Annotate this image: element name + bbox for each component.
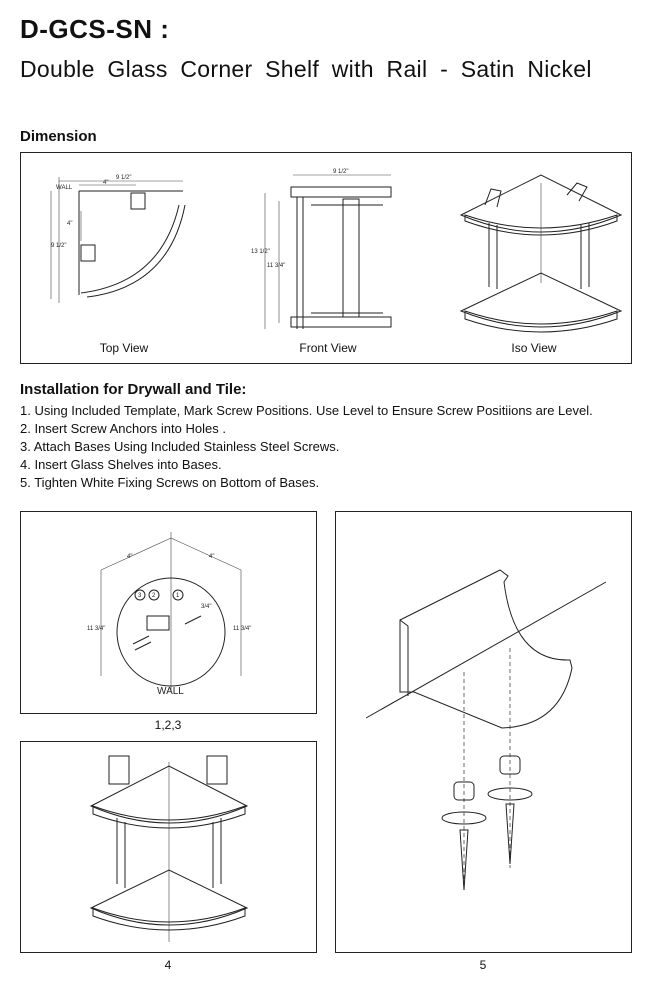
- figure-4-drawing: [21, 742, 318, 954]
- step-3: 3. Attach Bases Using Included Stainless Steel Screws.: [20, 439, 340, 454]
- dimension-panel: [20, 152, 632, 364]
- figure-step-5: [335, 511, 632, 953]
- front-view-drawing: [251, 169, 391, 329]
- front-view-label: Front View: [299, 341, 357, 355]
- right-offset-label: 4": [209, 554, 215, 560]
- figure-5-drawing: [336, 512, 633, 954]
- step-1: 1. Using Included Template, Mark Screw Positions. Use Level to Ensure Screw Positiions are Level.: [20, 403, 593, 418]
- model-code: D-GCS-SN :: [20, 14, 170, 44]
- top-width-label: 9 1/2": [116, 175, 132, 181]
- left-offset-label: 4": [127, 554, 133, 560]
- top-view-label: Top View: [99, 341, 149, 355]
- front-overall-height-label: 13 1/2": [251, 249, 270, 255]
- dimension-heading: Dimension: [20, 128, 97, 145]
- step-4: 4. Insert Glass Shelves into Bases.: [20, 457, 222, 472]
- figure-5-caption: 5: [479, 958, 487, 972]
- iso-view-label: Iso View: [511, 341, 557, 355]
- iso-view-drawing: [461, 175, 621, 332]
- figure-4-caption: 4: [164, 958, 172, 972]
- dimension-drawings: [21, 153, 633, 365]
- hole-size-label: 3/4": [201, 604, 212, 610]
- callout-2: 2: [152, 593, 156, 599]
- step-5: 5. Tighten White Fixing Screws on Bottom of Bases.: [20, 475, 320, 490]
- figure-1-3-drawing: [21, 512, 318, 715]
- callout-3: 3: [138, 593, 142, 599]
- figure-1-3-caption: 1,2,3: [154, 718, 182, 732]
- top-depth-label: 4": [67, 221, 73, 227]
- top-side-label: 9 1/2": [51, 243, 67, 249]
- top-base-label: 4": [103, 180, 109, 186]
- right-height-label: 11 3/4": [233, 626, 252, 632]
- figure-step-4: [20, 741, 317, 953]
- installation-heading: Installation for Drywall and Tile:: [20, 381, 247, 398]
- wall-label: WALL: [157, 686, 184, 697]
- step-2: 2. Insert Screw Anchors into Holes .: [20, 421, 226, 436]
- installation-steps: [20, 402, 593, 492]
- front-width-label: 9 1/2": [333, 169, 349, 175]
- product-title: Double Glass Corner Shelf with Rail - Satin Nickel: [20, 56, 592, 82]
- figure-steps-1-3: [20, 511, 317, 714]
- left-height-label: 11 3/4": [87, 626, 106, 632]
- front-inner-height-label: 11 3/4": [267, 263, 286, 269]
- top-wall-label: WALL: [56, 185, 73, 191]
- top-view-drawing: [51, 175, 185, 303]
- callout-1: 1: [176, 593, 180, 599]
